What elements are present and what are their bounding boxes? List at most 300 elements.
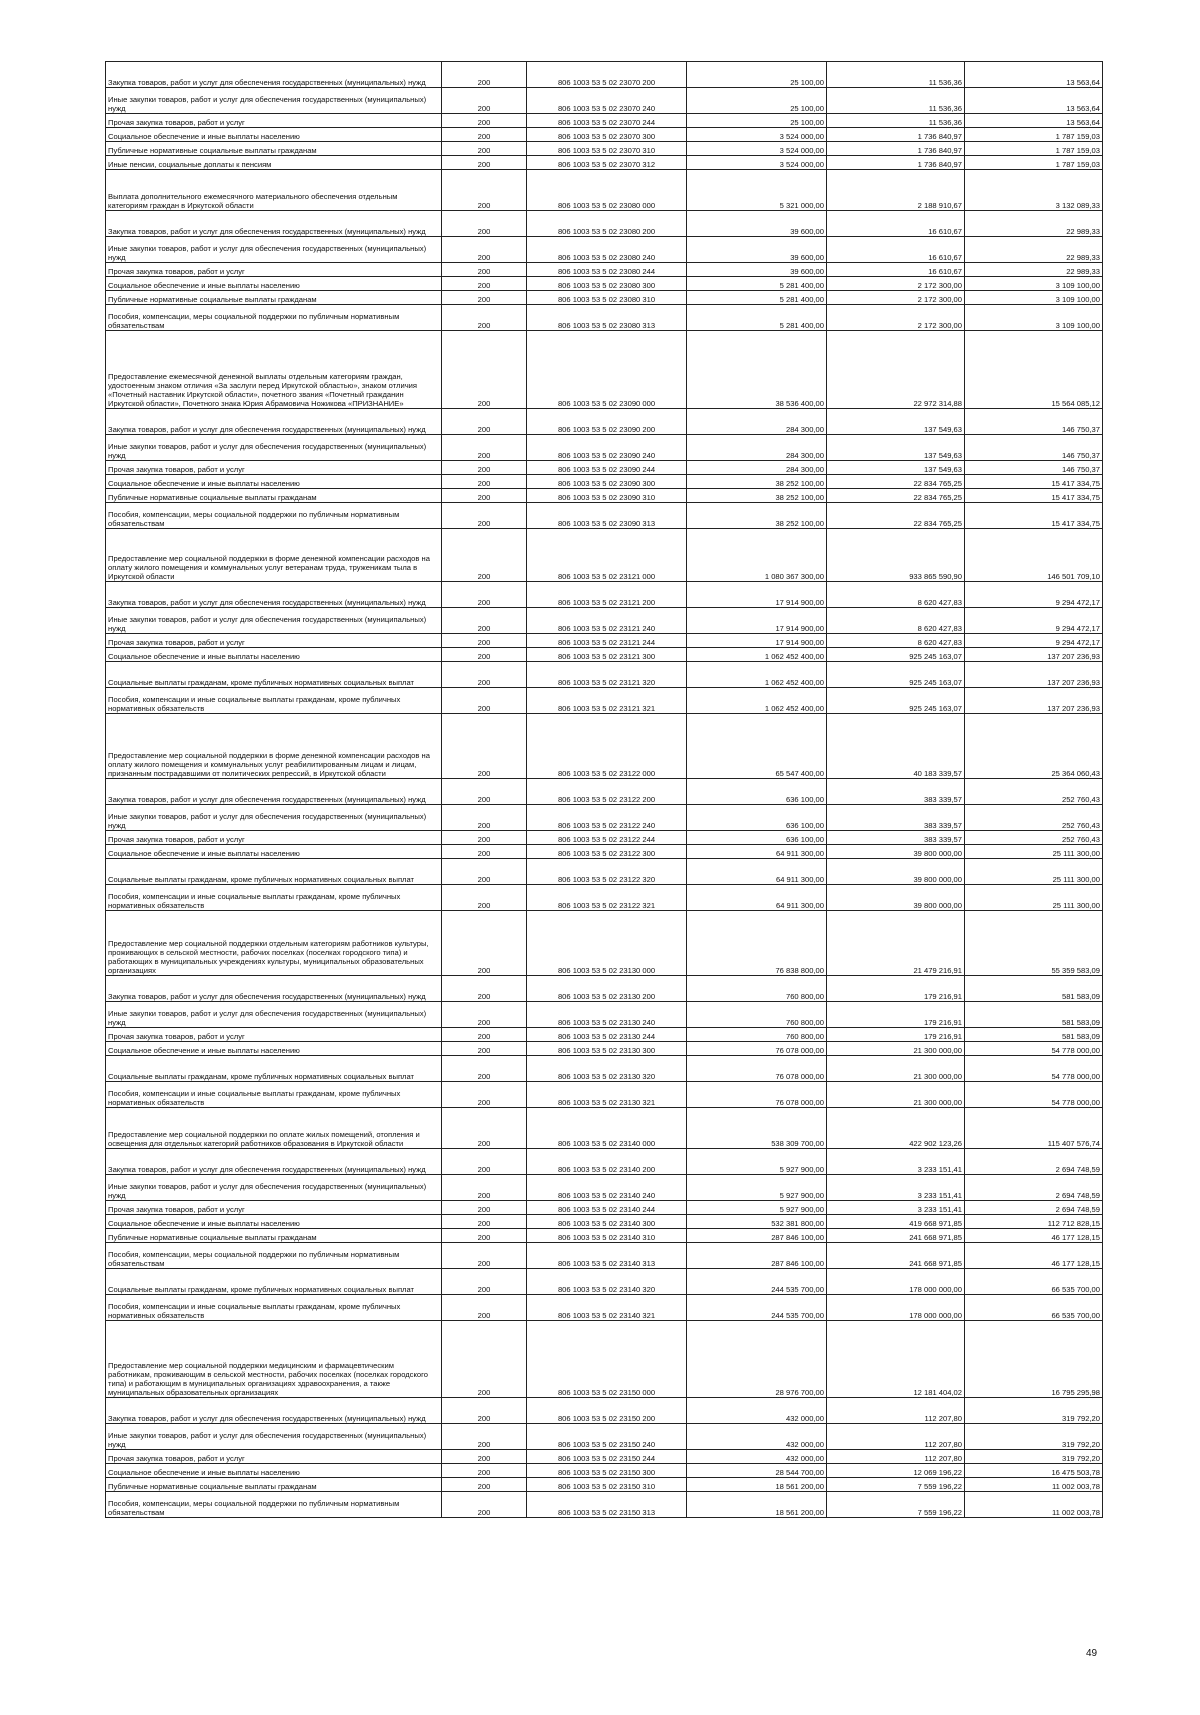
row-kbk: 806 1003 53 5 02 23130 244 [527, 1028, 687, 1042]
row-name: Закупка товаров, работ и услуг для обеспечения государственных (муниципальных) нужд [106, 779, 442, 805]
row-code: 200 [442, 503, 527, 529]
table-row [106, 1243, 1103, 1269]
row-value-3: 22 989,33 [965, 237, 1103, 263]
row-value-1: 287 846 100,00 [687, 1229, 827, 1243]
row-value-3: 137 207 236,93 [965, 688, 1103, 714]
row-value-2: 137 549,63 [827, 409, 965, 435]
row-value-2: 11 536,36 [827, 88, 965, 114]
row-kbk: 806 1003 53 5 02 23150 313 [527, 1492, 687, 1518]
row-value-2: 22 834 765,25 [827, 503, 965, 529]
table-row [106, 845, 1103, 859]
row-code: 200 [442, 461, 527, 475]
row-code: 200 [442, 779, 527, 805]
row-value-2: 7 559 196,22 [827, 1492, 965, 1518]
table-row [106, 475, 1103, 489]
row-value-1: 39 600,00 [687, 211, 827, 237]
row-code: 200 [442, 277, 527, 291]
row-value-3: 25 111 300,00 [965, 845, 1103, 859]
row-value-1: 432 000,00 [687, 1424, 827, 1450]
row-value-3: 3 109 100,00 [965, 305, 1103, 331]
table-row [106, 1002, 1103, 1028]
row-value-1: 432 000,00 [687, 1398, 827, 1424]
row-value-1: 39 600,00 [687, 263, 827, 277]
row-code: 200 [442, 409, 527, 435]
row-name: Предоставление мер социальной поддержки в форме денежной компенсации расходов на оплату жилого помещения и коммунальных услуг реабилитированным лицам и лицам, признанным пострадавшими от политических репрессий, в Иркутской области [106, 714, 442, 779]
row-value-1: 38 252 100,00 [687, 503, 827, 529]
row-kbk: 806 1003 53 5 02 23080 240 [527, 237, 687, 263]
row-kbk: 806 1003 53 5 02 23121 240 [527, 608, 687, 634]
row-value-1: 38 252 100,00 [687, 475, 827, 489]
budget-table [105, 61, 1103, 1518]
row-value-1: 760 800,00 [687, 976, 827, 1002]
row-name: Социальное обеспечение и иные выплаты населению [106, 128, 442, 142]
row-value-1: 64 911 300,00 [687, 885, 827, 911]
row-code: 200 [442, 608, 527, 634]
table-row [106, 859, 1103, 885]
row-value-3: 25 111 300,00 [965, 859, 1103, 885]
row-kbk: 806 1003 53 5 02 23150 244 [527, 1450, 687, 1464]
table-row [106, 114, 1103, 128]
table-row [106, 503, 1103, 529]
row-value-1: 5 927 900,00 [687, 1201, 827, 1215]
row-value-2: 178 000 000,00 [827, 1295, 965, 1321]
row-value-2: 179 216,91 [827, 1028, 965, 1042]
row-code: 200 [442, 1175, 527, 1201]
table-row [106, 128, 1103, 142]
row-value-3: 252 760,43 [965, 805, 1103, 831]
row-value-3: 137 207 236,93 [965, 662, 1103, 688]
table-row [106, 1175, 1103, 1201]
row-name: Социальное обеспечение и иные выплаты населению [106, 277, 442, 291]
row-value-3: 15 417 334,75 [965, 475, 1103, 489]
row-value-1: 64 911 300,00 [687, 859, 827, 885]
row-name: Пособия, компенсации, меры социальной поддержки по публичным нормативным обязательствам [106, 1492, 442, 1518]
row-name: Иные закупки товаров, работ и услуг для обеспечения государственных (муниципальных) нужд [106, 805, 442, 831]
table-row [106, 1149, 1103, 1175]
row-name: Социальные выплаты гражданам, кроме публичных нормативных социальных выплат [106, 1269, 442, 1295]
row-value-1: 17 914 900,00 [687, 582, 827, 608]
row-value-2: 12 181 404,02 [827, 1321, 965, 1398]
row-kbk: 806 1003 53 5 02 23090 000 [527, 331, 687, 409]
row-value-2: 16 610,67 [827, 237, 965, 263]
table-row [106, 688, 1103, 714]
table-row [106, 211, 1103, 237]
table-row [106, 277, 1103, 291]
row-value-2: 8 620 427,83 [827, 634, 965, 648]
row-kbk: 806 1003 53 5 02 23122 240 [527, 805, 687, 831]
row-kbk: 806 1003 53 5 02 23140 310 [527, 1229, 687, 1243]
row-kbk: 806 1003 53 5 02 23070 310 [527, 142, 687, 156]
row-code: 200 [442, 859, 527, 885]
row-kbk: 806 1003 53 5 02 23070 200 [527, 62, 687, 88]
row-code: 200 [442, 305, 527, 331]
row-value-3: 2 694 748,59 [965, 1175, 1103, 1201]
row-kbk: 806 1003 53 5 02 23130 000 [527, 911, 687, 976]
row-value-1: 76 078 000,00 [687, 1082, 827, 1108]
row-name: Прочая закупка товаров, работ и услуг [106, 634, 442, 648]
row-value-1: 532 381 800,00 [687, 1215, 827, 1229]
row-kbk: 806 1003 53 5 02 23080 313 [527, 305, 687, 331]
table-row [106, 1229, 1103, 1243]
row-kbk: 806 1003 53 5 02 23070 240 [527, 88, 687, 114]
row-code: 200 [442, 885, 527, 911]
row-value-3: 54 778 000,00 [965, 1056, 1103, 1082]
row-value-1: 1 062 452 400,00 [687, 662, 827, 688]
row-name: Закупка товаров, работ и услуг для обеспечения государственных (муниципальных) нужд [106, 976, 442, 1002]
row-code: 200 [442, 88, 527, 114]
row-value-1: 17 914 900,00 [687, 634, 827, 648]
row-value-3: 25 364 060,43 [965, 714, 1103, 779]
row-value-2: 3 233 151,41 [827, 1149, 965, 1175]
row-code: 200 [442, 1464, 527, 1478]
row-value-1: 5 321 000,00 [687, 170, 827, 211]
row-value-1: 636 100,00 [687, 805, 827, 831]
row-value-2: 2 172 300,00 [827, 305, 965, 331]
row-name: Публичные нормативные социальные выплаты гражданам [106, 489, 442, 503]
row-value-3: 252 760,43 [965, 831, 1103, 845]
row-value-3: 55 359 583,09 [965, 911, 1103, 976]
row-value-2: 22 834 765,25 [827, 489, 965, 503]
row-name: Пособия, компенсации и иные социальные выплаты гражданам, кроме публичных нормативных обязательств [106, 1295, 442, 1321]
row-code: 200 [442, 237, 527, 263]
table-row [106, 911, 1103, 976]
row-value-2: 40 183 339,57 [827, 714, 965, 779]
row-value-3: 54 778 000,00 [965, 1042, 1103, 1056]
row-code: 200 [442, 634, 527, 648]
row-value-1: 760 800,00 [687, 1028, 827, 1042]
row-value-2: 241 668 971,85 [827, 1243, 965, 1269]
row-value-3: 13 563,64 [965, 62, 1103, 88]
table-row [106, 489, 1103, 503]
row-value-3: 319 792,20 [965, 1424, 1103, 1450]
row-code: 200 [442, 156, 527, 170]
row-value-2: 1 736 840,97 [827, 128, 965, 142]
row-value-1: 5 281 400,00 [687, 305, 827, 331]
row-name: Прочая закупка товаров, работ и услуг [106, 1028, 442, 1042]
row-value-1: 38 536 400,00 [687, 331, 827, 409]
table-row [106, 779, 1103, 805]
row-value-2: 8 620 427,83 [827, 582, 965, 608]
row-name: Закупка товаров, работ и услуг для обеспечения государственных (муниципальных) нужд [106, 1398, 442, 1424]
row-value-3: 46 177 128,15 [965, 1229, 1103, 1243]
row-value-3: 54 778 000,00 [965, 1082, 1103, 1108]
row-code: 200 [442, 1450, 527, 1464]
row-code: 200 [442, 911, 527, 976]
row-name: Прочая закупка товаров, работ и услуг [106, 114, 442, 128]
row-kbk: 806 1003 53 5 02 23140 240 [527, 1175, 687, 1201]
row-name: Пособия, компенсации и иные социальные выплаты гражданам, кроме публичных нормативных обязательств [106, 688, 442, 714]
row-value-3: 9 294 472,17 [965, 582, 1103, 608]
row-value-1: 39 600,00 [687, 237, 827, 263]
row-name: Прочая закупка товаров, работ и услуг [106, 1201, 442, 1215]
row-value-2: 925 245 163,07 [827, 648, 965, 662]
table-row [106, 1108, 1103, 1149]
row-name: Пособия, компенсации, меры социальной поддержки по публичным нормативным обязательствам [106, 503, 442, 529]
table-row [106, 976, 1103, 1002]
row-kbk: 806 1003 53 5 02 23090 310 [527, 489, 687, 503]
row-value-2: 16 610,67 [827, 211, 965, 237]
row-value-3: 319 792,20 [965, 1398, 1103, 1424]
row-name: Пособия, компенсации, меры социальной поддержки по публичным нормативным обязательствам [106, 305, 442, 331]
row-value-2: 137 549,63 [827, 435, 965, 461]
table-row [106, 1398, 1103, 1424]
row-value-1: 38 252 100,00 [687, 489, 827, 503]
row-kbk: 806 1003 53 5 02 23121 000 [527, 529, 687, 582]
row-value-1: 3 524 000,00 [687, 128, 827, 142]
table-row [106, 305, 1103, 331]
row-name: Прочая закупка товаров, работ и услуг [106, 1450, 442, 1464]
table-row [106, 291, 1103, 305]
table-row [106, 1056, 1103, 1082]
row-value-1: 636 100,00 [687, 831, 827, 845]
row-name: Пособия, компенсации и иные социальные выплаты гражданам, кроме публичных нормативных обязательств [106, 1082, 442, 1108]
row-name: Предоставление мер социальной поддержки в форме денежной компенсации расходов на оплату жилого помещения и коммунальных услуг ветеранам труда, труженикам тыла в Иркутской области [106, 529, 442, 582]
table-row [106, 608, 1103, 634]
row-value-1: 1 062 452 400,00 [687, 648, 827, 662]
row-name: Иные пенсии, социальные доплаты к пенсиям [106, 156, 442, 170]
row-code: 200 [442, 1295, 527, 1321]
row-name: Публичные нормативные социальные выплаты гражданам [106, 291, 442, 305]
row-name: Социальные выплаты гражданам, кроме публичных нормативных социальных выплат [106, 1056, 442, 1082]
table-row [106, 435, 1103, 461]
table-row [106, 237, 1103, 263]
row-value-1: 3 524 000,00 [687, 142, 827, 156]
row-code: 200 [442, 331, 527, 409]
row-name: Выплата дополнительного ежемесячного материального обеспечения отдельным категориям граждан в Иркутской области [106, 170, 442, 211]
budget-table-container [105, 61, 1102, 1518]
row-value-2: 8 620 427,83 [827, 608, 965, 634]
table-row [106, 461, 1103, 475]
row-kbk: 806 1003 53 5 02 23150 200 [527, 1398, 687, 1424]
row-value-3: 46 177 128,15 [965, 1243, 1103, 1269]
row-name: Прочая закупка товаров, работ и услуг [106, 461, 442, 475]
table-row [106, 1424, 1103, 1450]
row-value-2: 16 610,67 [827, 263, 965, 277]
row-value-1: 28 544 700,00 [687, 1464, 827, 1478]
row-name: Закупка товаров, работ и услуг для обеспечения государственных (муниципальных) нужд [106, 62, 442, 88]
row-value-1: 636 100,00 [687, 779, 827, 805]
row-value-3: 112 712 828,15 [965, 1215, 1103, 1229]
row-code: 200 [442, 1478, 527, 1492]
row-value-2: 3 233 151,41 [827, 1201, 965, 1215]
row-name: Иные закупки товаров, работ и услуг для обеспечения государственных (муниципальных) нужд [106, 435, 442, 461]
row-value-3: 3 109 100,00 [965, 291, 1103, 305]
row-name: Закупка товаров, работ и услуг для обеспечения государственных (муниципальных) нужд [106, 582, 442, 608]
row-code: 200 [442, 1108, 527, 1149]
table-row [106, 529, 1103, 582]
row-value-1: 18 561 200,00 [687, 1492, 827, 1518]
row-value-2: 11 536,36 [827, 62, 965, 88]
row-kbk: 806 1003 53 5 02 23122 321 [527, 885, 687, 911]
row-value-3: 22 989,33 [965, 211, 1103, 237]
row-kbk: 806 1003 53 5 02 23121 320 [527, 662, 687, 688]
row-kbk: 806 1003 53 5 02 23130 200 [527, 976, 687, 1002]
row-kbk: 806 1003 53 5 02 23130 300 [527, 1042, 687, 1056]
row-value-2: 1 736 840,97 [827, 156, 965, 170]
row-value-1: 432 000,00 [687, 1450, 827, 1464]
row-value-2: 422 902 123,26 [827, 1108, 965, 1149]
row-kbk: 806 1003 53 5 02 23121 300 [527, 648, 687, 662]
row-value-2: 112 207,80 [827, 1398, 965, 1424]
row-value-1: 5 927 900,00 [687, 1149, 827, 1175]
row-value-3: 15 417 334,75 [965, 503, 1103, 529]
row-code: 200 [442, 1243, 527, 1269]
row-value-3: 146 750,37 [965, 435, 1103, 461]
row-value-2: 39 800 000,00 [827, 845, 965, 859]
row-kbk: 806 1003 53 5 02 23070 244 [527, 114, 687, 128]
row-value-3: 16 475 503,78 [965, 1464, 1103, 1478]
row-code: 200 [442, 489, 527, 503]
row-code: 200 [442, 1398, 527, 1424]
row-code: 200 [442, 582, 527, 608]
row-value-1: 760 800,00 [687, 1002, 827, 1028]
table-row [106, 1082, 1103, 1108]
row-kbk: 806 1003 53 5 02 23122 244 [527, 831, 687, 845]
row-name: Социальное обеспечение и иные выплаты населению [106, 1464, 442, 1478]
row-value-2: 21 300 000,00 [827, 1042, 965, 1056]
row-name: Публичные нормативные социальные выплаты гражданам [106, 1478, 442, 1492]
row-value-3: 137 207 236,93 [965, 648, 1103, 662]
row-value-3: 2 694 748,59 [965, 1201, 1103, 1215]
row-kbk: 806 1003 53 5 02 23130 321 [527, 1082, 687, 1108]
row-value-2: 22 972 314,88 [827, 331, 965, 409]
row-value-3: 115 407 576,74 [965, 1108, 1103, 1149]
table-row [106, 714, 1103, 779]
row-code: 200 [442, 1201, 527, 1215]
row-kbk: 806 1003 53 5 02 23090 300 [527, 475, 687, 489]
row-value-1: 284 300,00 [687, 461, 827, 475]
row-name: Иные закупки товаров, работ и услуг для обеспечения государственных (муниципальных) нужд [106, 237, 442, 263]
row-value-1: 287 846 100,00 [687, 1243, 827, 1269]
row-value-1: 65 547 400,00 [687, 714, 827, 779]
row-kbk: 806 1003 53 5 02 23080 300 [527, 277, 687, 291]
table-row [106, 142, 1103, 156]
row-name: Социальное обеспечение и иные выплаты населению [106, 1215, 442, 1229]
row-kbk: 806 1003 53 5 02 23140 000 [527, 1108, 687, 1149]
row-value-2: 933 865 590,90 [827, 529, 965, 582]
table-row [106, 1464, 1103, 1478]
row-value-1: 25 100,00 [687, 88, 827, 114]
row-value-1: 244 535 700,00 [687, 1295, 827, 1321]
table-row [106, 1321, 1103, 1398]
row-value-2: 178 000 000,00 [827, 1269, 965, 1295]
row-kbk: 806 1003 53 5 02 23122 300 [527, 845, 687, 859]
row-value-1: 1 062 452 400,00 [687, 688, 827, 714]
budget-table-body [106, 62, 1103, 1518]
table-row [106, 582, 1103, 608]
table-row [106, 1295, 1103, 1321]
row-value-3: 15 564 085,12 [965, 331, 1103, 409]
row-name: Пособия, компенсации и иные социальные выплаты гражданам, кроме публичных нормативных обязательств [106, 885, 442, 911]
row-code: 200 [442, 1082, 527, 1108]
row-name: Предоставление мер социальной поддержки медицинским и фармацевтическим работникам, проживающим в сельской местности, рабочих поселках (поселках городского типа) и работающим в муниципальных организациях здравоохранения, а также муниципальных образовательных организациях [106, 1321, 442, 1398]
row-code: 200 [442, 211, 527, 237]
row-value-2: 7 559 196,22 [827, 1478, 965, 1492]
row-name: Иные закупки товаров, работ и услуг для обеспечения государственных (муниципальных) нужд [106, 88, 442, 114]
row-code: 200 [442, 1229, 527, 1243]
row-value-1: 25 100,00 [687, 114, 827, 128]
row-value-3: 146 750,37 [965, 461, 1103, 475]
row-value-3: 3 132 089,33 [965, 170, 1103, 211]
row-name: Социальное обеспечение и иные выплаты населению [106, 475, 442, 489]
table-row [106, 263, 1103, 277]
row-kbk: 806 1003 53 5 02 23140 200 [527, 1149, 687, 1175]
row-value-2: 925 245 163,07 [827, 688, 965, 714]
row-value-3: 146 750,37 [965, 409, 1103, 435]
row-code: 200 [442, 662, 527, 688]
row-kbk: 806 1003 53 5 02 23140 313 [527, 1243, 687, 1269]
table-row [106, 648, 1103, 662]
row-value-1: 284 300,00 [687, 435, 827, 461]
row-value-2: 179 216,91 [827, 1002, 965, 1028]
table-row [106, 1028, 1103, 1042]
row-kbk: 806 1003 53 5 02 23122 000 [527, 714, 687, 779]
table-row [106, 634, 1103, 648]
row-code: 200 [442, 1269, 527, 1295]
row-value-2: 3 233 151,41 [827, 1175, 965, 1201]
row-value-3: 25 111 300,00 [965, 885, 1103, 911]
table-row [106, 1042, 1103, 1056]
row-value-2: 2 172 300,00 [827, 277, 965, 291]
table-row [106, 885, 1103, 911]
table-row [106, 1450, 1103, 1464]
table-row [106, 170, 1103, 211]
table-row [106, 88, 1103, 114]
table-row [106, 662, 1103, 688]
row-value-2: 137 549,63 [827, 461, 965, 475]
row-code: 200 [442, 1002, 527, 1028]
row-value-2: 12 069 196,22 [827, 1464, 965, 1478]
row-kbk: 806 1003 53 5 02 23150 000 [527, 1321, 687, 1398]
row-code: 200 [442, 62, 527, 88]
row-kbk: 806 1003 53 5 02 23140 244 [527, 1201, 687, 1215]
row-kbk: 806 1003 53 5 02 23140 320 [527, 1269, 687, 1295]
row-value-2: 21 300 000,00 [827, 1082, 965, 1108]
row-value-3: 13 563,64 [965, 114, 1103, 128]
row-value-1: 1 080 367 300,00 [687, 529, 827, 582]
row-code: 200 [442, 1149, 527, 1175]
row-value-2: 419 668 971,85 [827, 1215, 965, 1229]
row-code: 200 [442, 688, 527, 714]
row-kbk: 806 1003 53 5 02 23150 240 [527, 1424, 687, 1450]
row-value-3: 9 294 472,17 [965, 634, 1103, 648]
row-value-2: 1 736 840,97 [827, 142, 965, 156]
row-name: Иные закупки товаров, работ и услуг для обеспечения государственных (муниципальных) нужд [106, 1424, 442, 1450]
row-kbk: 806 1003 53 5 02 23140 321 [527, 1295, 687, 1321]
row-name: Социальное обеспечение и иные выплаты населению [106, 648, 442, 662]
row-code: 200 [442, 128, 527, 142]
row-kbk: 806 1003 53 5 02 23121 244 [527, 634, 687, 648]
row-value-3: 66 535 700,00 [965, 1269, 1103, 1295]
row-kbk: 806 1003 53 5 02 23140 300 [527, 1215, 687, 1229]
row-value-2: 383 339,57 [827, 779, 965, 805]
row-value-2: 2 188 910,67 [827, 170, 965, 211]
row-value-2: 112 207,80 [827, 1450, 965, 1464]
row-value-2: 39 800 000,00 [827, 859, 965, 885]
row-code: 200 [442, 1028, 527, 1042]
row-value-3: 11 002 003,78 [965, 1478, 1103, 1492]
row-kbk: 806 1003 53 5 02 23090 200 [527, 409, 687, 435]
row-value-1: 76 078 000,00 [687, 1056, 827, 1082]
row-kbk: 806 1003 53 5 02 23121 321 [527, 688, 687, 714]
row-name: Закупка товаров, работ и услуг для обеспечения государственных (муниципальных) нужд [106, 211, 442, 237]
row-value-3: 319 792,20 [965, 1450, 1103, 1464]
row-value-2: 22 834 765,25 [827, 475, 965, 489]
row-value-3: 1 787 159,03 [965, 142, 1103, 156]
row-kbk: 806 1003 53 5 02 23130 240 [527, 1002, 687, 1028]
row-value-1: 5 927 900,00 [687, 1175, 827, 1201]
row-code: 200 [442, 845, 527, 859]
